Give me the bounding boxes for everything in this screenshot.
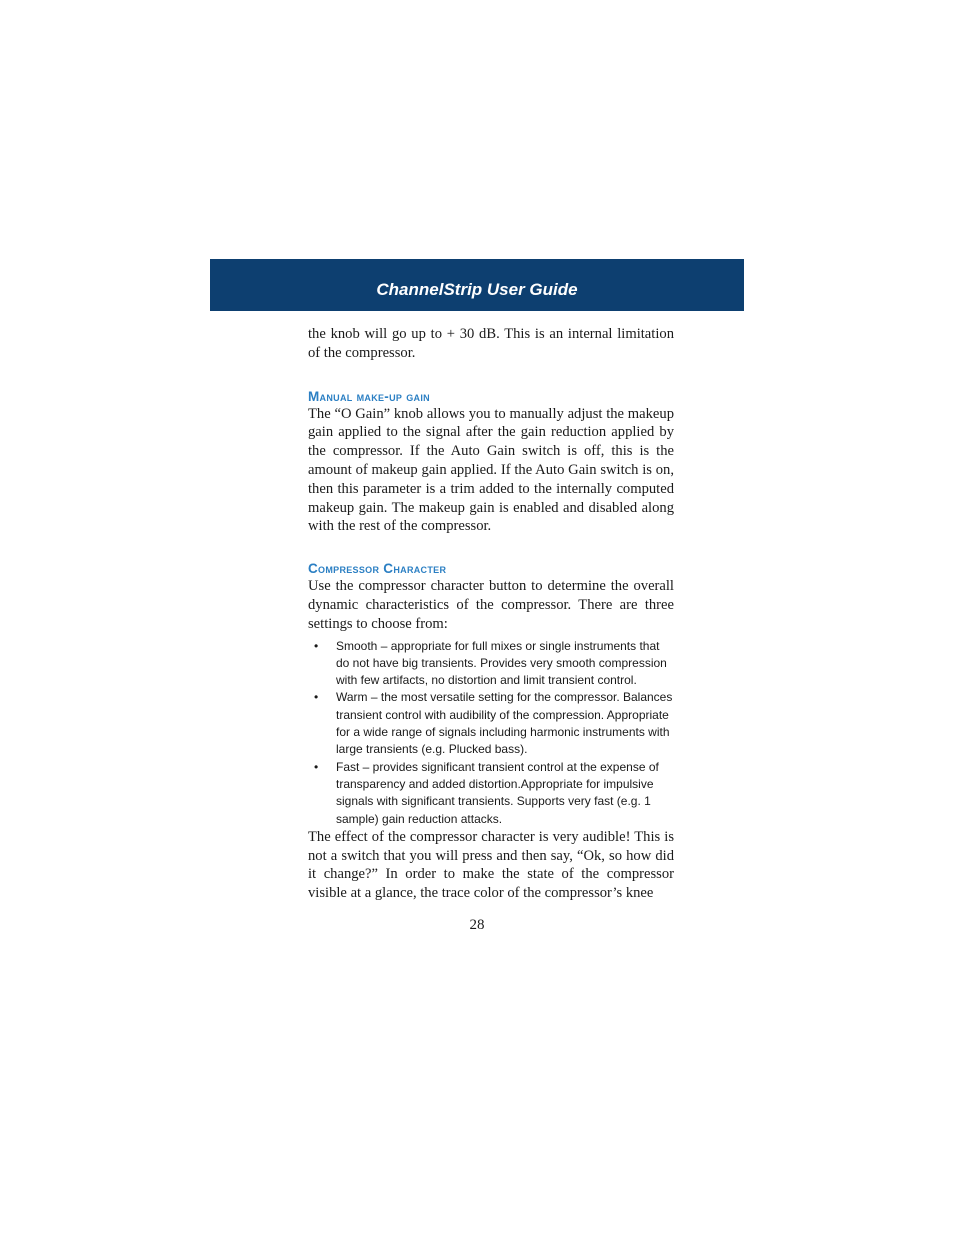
list-item-text: Fast – provides significant transient control at the expense of transparency and added distortion.Appropriate for impulsive signals with significant transients. Supports very fast (e.g. 1 sample) gain reduction attacks. <box>336 759 659 826</box>
list-item-text: Warm – the most versatile setting for the compressor. Balances transient control with audibility of the compression. Appropriate for a wide range of signals including harmonic instruments with large transients (e.g. Plucked bass). <box>336 690 673 757</box>
bullet-marker: • <box>314 638 319 653</box>
list-item-text: Smooth – appropriate for full mixes or single instruments that do not have big transients. Provides very smooth compression with few artifacts, no distortion and limit transient control. <box>336 638 667 688</box>
page-content <box>308 325 674 903</box>
section-body-manual-makeup-gain: The “O Gain” knob allows you to manually adjust the makeup gain applied to the signal after the gain reduction applied by the compressor. If the Auto Gain switch is off, this is the amount of makeup gain applied. If the Auto Gain switch is on, then this parameter is a trim added to the internally computed makeup gain. The makeup gain is enabled and disabled along with the rest of the compressor. <box>308 405 674 535</box>
header-bar <box>210 259 744 311</box>
page-number: 28 <box>469 917 485 933</box>
character-settings-list <box>308 638 674 828</box>
page-title: ChannelStrip User Guide <box>376 280 578 299</box>
list-item-fast <box>308 759 674 828</box>
list-item-smooth <box>308 638 674 690</box>
section-heading-compressor-character: Compressor Character <box>308 561 447 577</box>
section-heading-manual-makeup-gain: Manual make-up gain <box>308 388 430 404</box>
bullet-marker: • <box>314 690 319 705</box>
bullet-marker: • <box>314 759 319 774</box>
section-body-compressor-character: Use the compressor character button to determine the overall dynamic characteristics of the compressor. There are three settings to choose from: <box>308 578 674 632</box>
intro-paragraph: the knob will go up to + 30 dB. This is an internal limitation of the compressor. <box>308 326 674 361</box>
list-item-warm <box>308 689 674 758</box>
closing-paragraph: The effect of the compressor character is very audible! This is not a switch that you will press and then say, “Ok, so how did it change?” In order to make the state of the compressor visible at a glance, the trace color of the compressor’s knee <box>308 828 674 902</box>
